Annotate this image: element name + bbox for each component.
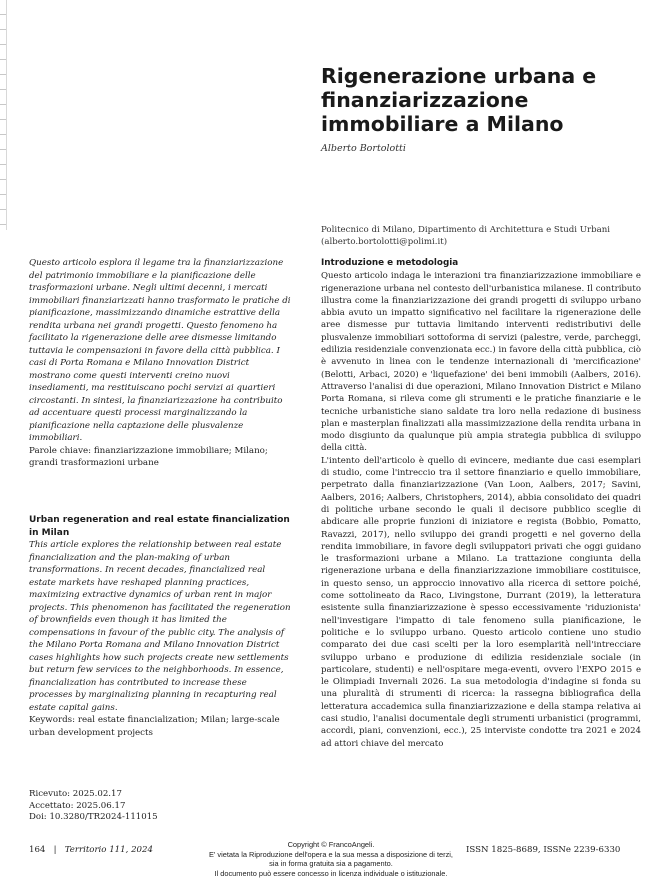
- accepted-date: Accettato: 2025.06.17: [29, 800, 126, 811]
- page-number: 164: [29, 845, 46, 855]
- abstract-english: [29, 514, 291, 739]
- article-body: [321, 257, 641, 750]
- abstract-italian: [29, 257, 291, 470]
- article-dates: [29, 789, 291, 824]
- copyright-line: Copyright © FrancoAngeli.: [287, 840, 375, 849]
- copyright-notice-line-3: Il documento può essere concesso in licenza individuale o istituzionale.: [214, 868, 448, 878]
- keywords-italian: Parole chiave: finanziarizzazione immobiliare; Milano; grandi trasformazioni urbane: [29, 445, 268, 468]
- footer-separator: |: [48, 845, 62, 855]
- doi: Doi: 10.3280/TR2024-111015: [29, 812, 158, 822]
- journal-name: Territorio 111, 2024: [64, 845, 153, 855]
- copyright-notice-line-1: E' vietata la Riproduzione dell'opera e la sua messa a disposizione di terzi,: [209, 849, 453, 859]
- author-name: Alberto Bortolotti: [321, 143, 406, 154]
- affiliation-institution: Politecnico di Milano, Dipartimento di Architettura e Studi Urbani: [321, 225, 611, 235]
- issn: ISSN 1825-8689, ISSNe 2239-6330: [466, 845, 621, 855]
- copyright-notice-line-2: sia in forma gratuita sia a pagamento.: [269, 859, 393, 869]
- author-affiliation: [321, 224, 641, 248]
- body-paragraph-1: Questo articolo indaga le interazioni tra finanziarizzazione immobiliare e rigenerazione urbana nel contesto dell'urbanistica milanese. Il contributo illustra come la finanziarizzazione dei grandi progetti di sviluppo urbano abbia avuto un impatto significativo nel facilitare la rigenerazione delle aree dismesse pur tuttavia limitando interventi redistributivi delle plusvalenze immobiliari sottoforma di servizi (palestre, verde, parcheggi, edilizia residenziale convenzionata ecc.) in favore della città pubblica, ciò è avvenuto in linea con le tendenze internazionali di 'mercificazione' (Belotti, Arbaci, 2020) e 'liquefazione' dei beni immobili (Aalbers, 2016). Attraverso l'analisi di due operazioni, Milano Innovation District e Milano Porta Romana, si rileva come gli strumenti e le pratiche finanziarie e le tecniche urbanistiche siano saldate tra loro nella redazione di business plan e masterplan finalizzati alla massimizzazione della rendita urbana in modo disgiunto da qualunque più ampia strategia pubblica di sviluppo della città.: [321, 271, 641, 454]
- affiliation-email: (alberto.bortolotti@polimi.it): [321, 237, 448, 247]
- abstract-italian-text: Questo articolo esplora il legame tra la finanziarizzazione del patrimonio immobiliare e la pianificazione delle trasformazioni urbane. Negli ultimi decenni, i mercati immobiliari finanziarizzati hanno trasformato le pratiche di pianificazione, massimizzando dinamiche estrattive della rendita urbana nei grandi progetti. Questo fenomeno ha facilitato la rigenerazione delle aree dismesse limitando tuttavia le compensazioni in favore della città pubblica. I casi di Porta Romana e Milano Innovation District mostrano come questi interventi creino nuovi insediamenti, ma restituiscano pochi servizi ai quartieri circostanti. In sintesi, la finanziarizzazione ha contribuito ad accentuare questi processi marginalizzando la pianificazione nella captazione delle plusvalenze immobiliari.: [29, 258, 291, 443]
- body-paragraph-2: L'intento dell'articolo è quello di evincere, mediante due casi esemplari di studio, come l'intreccio tra il settore finanziario e quello immobiliare, perpetrato dalla finanziarizzazione (Van Loon, Aalbers, 2017; Savini, Aalbers, 2016; Aalbers, Christophers, 2014), abbia consolidato dei quadri di politiche urbane secondo le quali il decisore pubblico sceglie di abdicare alle proprie funzioni di iniziatore e regista (Bobbio, Pomatto, Ravazzi, 2017), nello sviluppo dei grandi progetti e nel governo della rendita immobiliare, in favore degli sviluppatori privati che oggi guidano le trasformazioni urbane a Milano. La trattazione congiunta della rigenerazione urbana e della finanziarizzazione immobiliare costituisce, in questo senso, un approccio innovativo alla ricerca di settore poiché, come sottolineato da Raco, Livingstone, Durrant (2019), la letteratura esistente sulla finanziarizzazione è spesso eccessivamente 'riduzionista' nell'investigare l'impatto di tale fenomeno sulla pianificazione, le politiche e lo sviluppo urbano. Questo articolo contiene uno studio comparato dei due casi scelti per la loro esemplarità nell'intrecciare sviluppo urbano e produzione di edilizia residenziale sociale (in particolare, studenti) e nell'ospitare mega-eventi, ovvero l'EXPO 2015 e le Olimpiadi Invernali 2026. La sua metodologia d'indagine si fonda su una pluralità di strumenti di ricerca: la rassegna bibliografica della letteratura accademica sulla finanziarizzazione e della stampa relativa ai casi studio, l'analisi documentale degli strumenti urbanistici (programmi, accordi, piani, convenzioni, ecc.), 25 interviste condotte tra 2021 e 2024 ad attori chiave del mercato: [321, 455, 641, 749]
- keywords-english: Keywords: real estate financialization; Milan; large-scale urban development projects: [29, 715, 280, 738]
- page-edge-marks: [0, 0, 7, 230]
- abstract-english-heading: Urban regeneration and real estate financialization in Milan: [29, 515, 290, 538]
- page-footer-left: [29, 845, 153, 855]
- article-title: Rigenerazione urbana e finanziarizzazione immobiliare a Milano: [321, 64, 597, 136]
- abstract-english-text: This article explores the relationship between real estate financialization and the plan-making of urban transformations. In recent decades, financialized real estate markets have reshaped planning practices, maximizing extractive dynamics of urban rent in major projects. This phenomenon has facilitated the regeneration of brownfields even though it has limited the compensations in favour of the public city. The analysis of the Milano Porta Romana and Milano Innovation District cases highlights how such projects create new settlements but return few services to the neighborhoods. In essence, financialization has contributed to increase these processes by marginalizing planning in recapturing real estate capital gains.: [29, 540, 291, 713]
- section-heading: Introduzione e metodologia: [321, 258, 459, 268]
- received-date: Ricevuto: 2025.02.17: [29, 789, 122, 799]
- copyright-notice: [168, 840, 494, 878]
